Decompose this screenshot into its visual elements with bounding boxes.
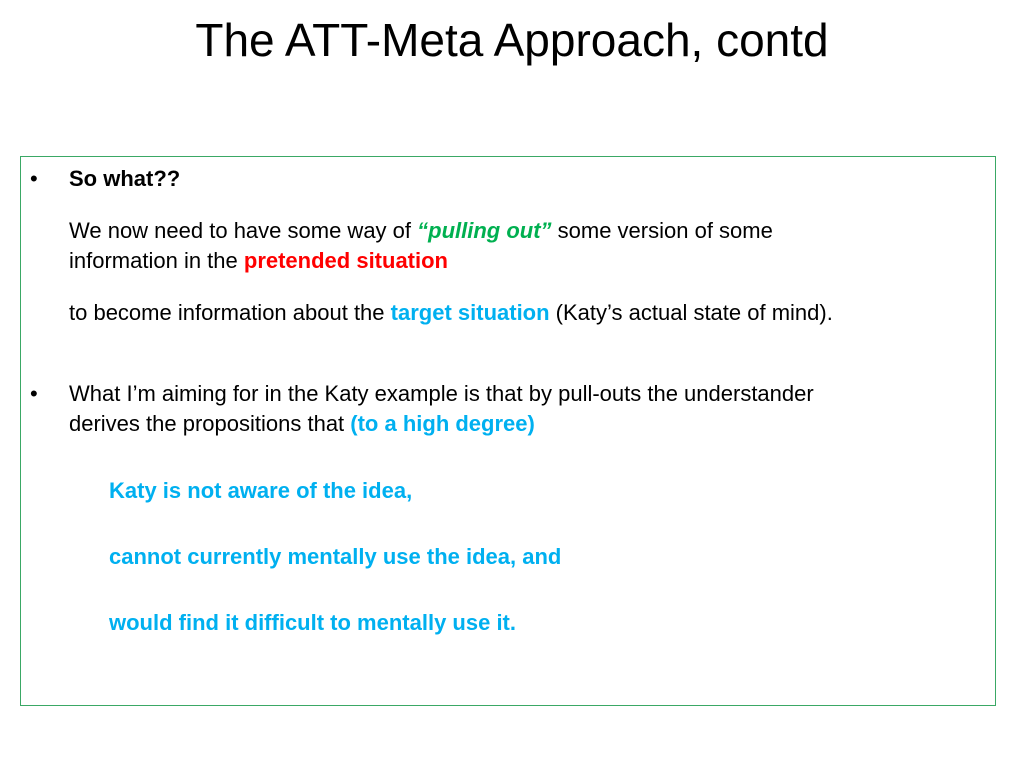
proposition-3: would find it difficult to mentally use it.: [109, 610, 516, 635]
slide-title: The ATT-Meta Approach, contd: [195, 14, 829, 66]
pulling-out-highlight: “pulling out”: [417, 218, 552, 243]
point2-line2: [69, 408, 535, 439]
bullet-marker: •: [30, 381, 38, 406]
proposition-2: cannot currently mentally use the idea, and: [109, 544, 562, 569]
p1-line2-text: information in the: [69, 248, 244, 273]
p1-text-a: We now need to have some way of: [69, 218, 418, 243]
bullet-marker: •: [30, 166, 38, 191]
point1-paragraph2: [69, 297, 833, 328]
p2-text-a: to become information about the: [69, 300, 391, 325]
p2-text-b: (Katy’s actual state of mind).: [549, 300, 833, 325]
proposition-1: Katy is not aware of the idea,: [109, 478, 413, 503]
p1-text-b: some version of some: [551, 218, 773, 243]
pretended-situation-highlight: pretended situation: [243, 248, 448, 273]
point1-paragraph1-line2: [69, 245, 448, 276]
point1-heading: So what??: [69, 166, 181, 191]
point2-line2-text: derives the propositions that: [69, 411, 351, 436]
target-situation-highlight: target situation: [390, 300, 550, 325]
point2-line1: What I’m aiming for in the Katy example is that by pull-outs the understander: [69, 381, 814, 406]
point1-paragraph1-line1: [69, 215, 773, 246]
high-degree-highlight: (to a high degree): [350, 411, 535, 436]
